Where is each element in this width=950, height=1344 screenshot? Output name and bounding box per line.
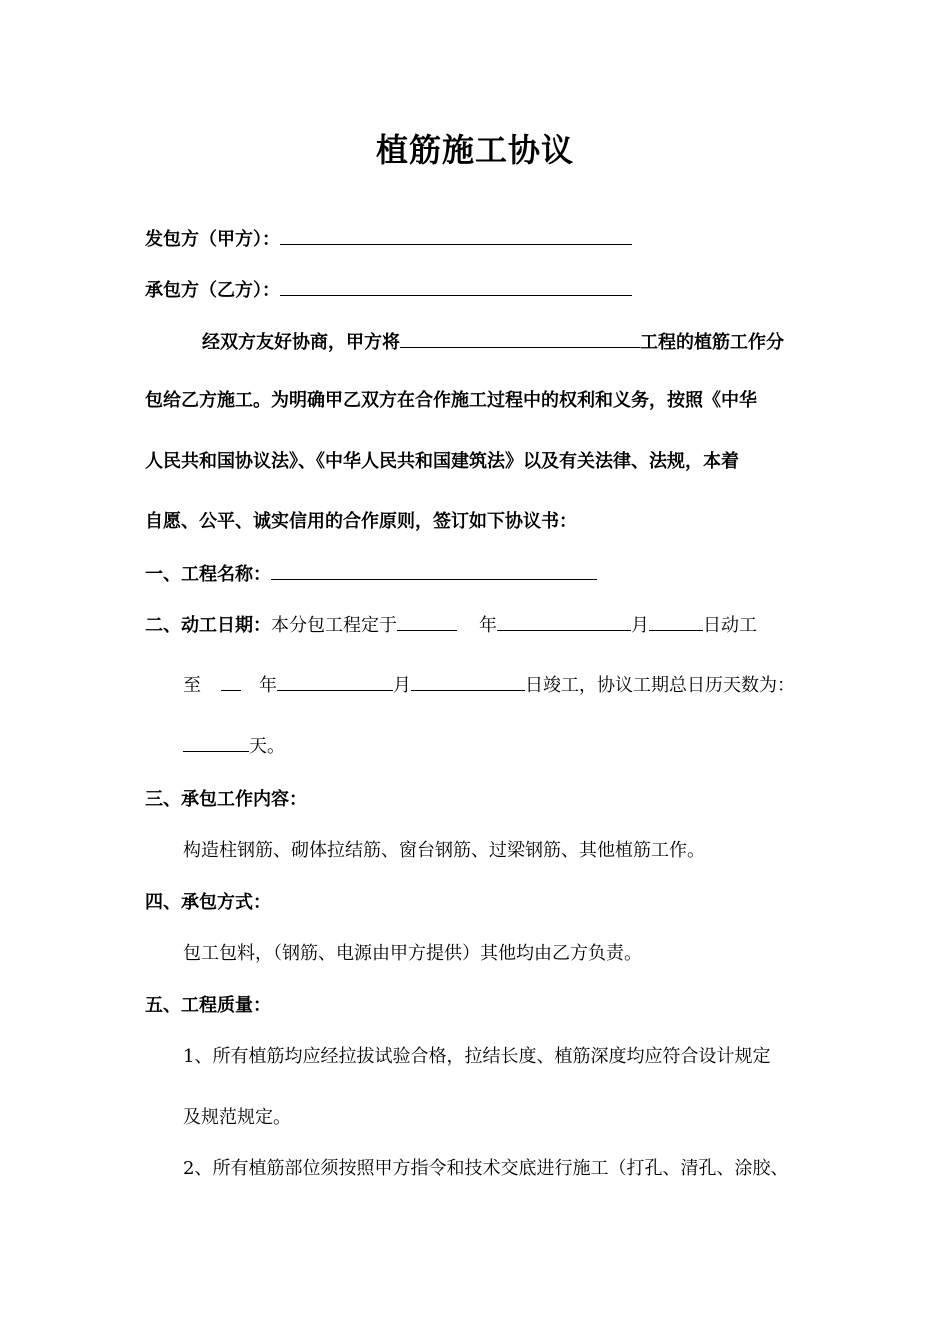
- project-title-blank: [271, 561, 597, 580]
- intro-text-1b: 工程的植筋工作分: [640, 332, 784, 353]
- start-suffix: 日动工: [703, 615, 757, 636]
- party-b-line: [145, 277, 632, 303]
- section-5-item-1-line-2: 及规范规定。: [183, 1107, 291, 1128]
- section-5-label: 五、工程质量：: [145, 995, 271, 1016]
- start-year-unit: 年: [479, 615, 497, 636]
- party-a-line: [145, 226, 632, 252]
- end-year-blank: [221, 672, 241, 691]
- end-year-unit: 年: [259, 675, 277, 696]
- total-days-blank: [183, 733, 249, 752]
- start-month-blank: [497, 612, 631, 631]
- section-1-label: 一、工程名称：: [145, 564, 271, 585]
- start-month-unit: 月: [631, 615, 649, 636]
- intro-text-1a: 经双方友好协商，甲方将: [202, 332, 400, 353]
- intro-line-3: 人民共和国协议法》、《中华人民共和国建筑法》以及有关法律、法规，本着: [145, 451, 739, 472]
- project-name-blank: [400, 329, 640, 348]
- end-month-unit: 月: [393, 675, 411, 696]
- party-b-label: 承包方（乙方）：: [145, 280, 280, 301]
- section-3-label: 三、承包工作内容：: [145, 789, 307, 810]
- section-5-item-2-line-1: 2、所有植筋部位须按照甲方指令和技术交底进行施工（打孔、清孔、涂胶、: [183, 1158, 789, 1179]
- intro-line-4: 自愿、公平、诚实信用的合作原则，签订如下协议书：: [145, 511, 577, 532]
- to-text: 至: [183, 675, 201, 696]
- section-2-line-3: [183, 733, 285, 759]
- start-date-text: 本分包工程定于: [271, 615, 397, 636]
- intro-line-2: 包给乙方施工。为明确甲乙双方在合作施工过程中的权利和义务，按照《中华: [145, 390, 757, 411]
- end-month-blank: [277, 672, 393, 691]
- document-title: 植筋施工协议: [375, 131, 574, 169]
- end-day-blank: [411, 672, 525, 691]
- section-4-label: 四、承包方式：: [145, 892, 271, 913]
- party-b-blank: [280, 277, 632, 296]
- section-2-line-1: [145, 612, 757, 638]
- section-2-label: 二、动工日期：: [145, 615, 271, 636]
- section-2-line-2: [183, 672, 795, 698]
- section-3-text: 构造柱钢筋、砌体拉结筋、窗台钢筋、过梁钢筋、其他植筋工作。: [183, 840, 705, 861]
- party-a-label: 发包方（甲方）：: [145, 229, 280, 250]
- section-4-text: 包工包料，（钢筋、电源由甲方提供）其他均由乙方负责。: [183, 943, 642, 964]
- section-1-line: [145, 561, 597, 587]
- start-day-blank: [649, 612, 703, 631]
- section-5-item-1-line-1: 1、所有植筋均应经拉拔试验合格，拉结长度、植筋深度均应符合设计规定: [183, 1046, 771, 1067]
- days-unit: 天。: [249, 736, 285, 757]
- party-a-blank: [280, 226, 632, 245]
- intro-line-1: [202, 329, 784, 355]
- end-suffix: 日竣工，协议工期总日历天数为：: [525, 675, 795, 696]
- start-year-blank: [397, 612, 457, 631]
